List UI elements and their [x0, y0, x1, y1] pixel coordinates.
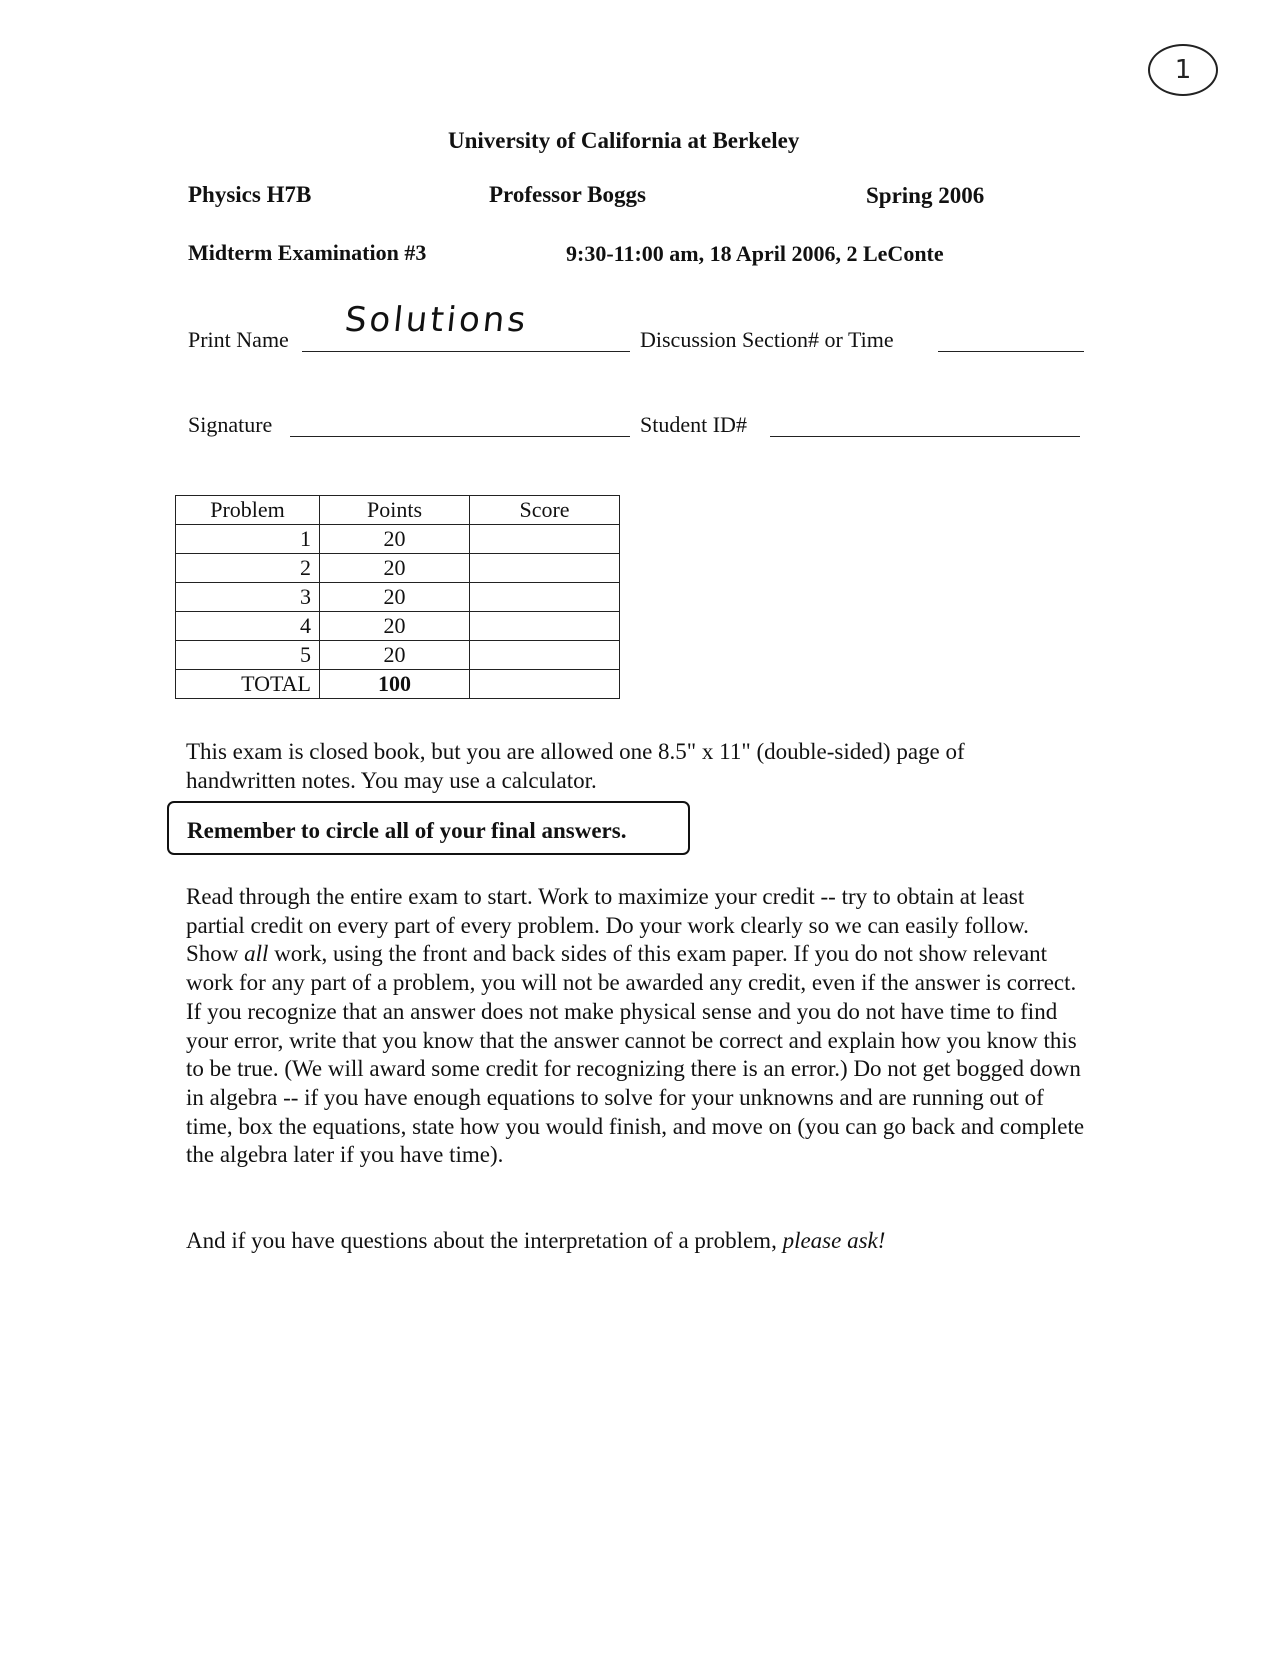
exam-title: Midterm Examination #3	[188, 240, 427, 265]
problem-number: 3	[176, 583, 320, 612]
problem-points: 20	[320, 525, 470, 554]
problem-score-cell[interactable]	[470, 641, 620, 670]
instructions-text-part2: work, using the front and back sides of this exam paper. If you do not show relevant work for any part of a problem, you will not be awarded any credit, even if the answer is correct. If you recognize that an answer does not make physical sense and you do not have time to find your error, write that you know that the answer cannot be correct and explain how you know this to be true. (We will award some credit for recognizing there is an error.) Do not get bogged down in algebra -- if you have enough equations to solve for your unknowns and are running out of time, box the equations, state how you would finish, and move on (you can go back and complete the algebra later if you have time).	[186, 941, 1085, 1168]
print-name-line[interactable]	[302, 351, 630, 352]
points-column-header: Points	[320, 496, 470, 525]
instructions-text-part1: Read through the entire exam to start. Work to maximize your credit -- try to obtain at least partial credit on every part of every problem. Do your work clearly so we can easily follow. Show	[186, 884, 1029, 967]
problem-points: 20	[320, 583, 470, 612]
discussion-line[interactable]	[938, 351, 1084, 352]
table-row	[176, 641, 620, 670]
print-name-handwritten: Solutions	[342, 300, 531, 340]
reminder-text: Remember to circle all of your final answers.	[187, 818, 627, 843]
problem-points: 20	[320, 554, 470, 583]
problem-number: 2	[176, 554, 320, 583]
total-points: 100	[320, 670, 470, 699]
closing-paragraph	[186, 1227, 1086, 1256]
total-score-cell[interactable]	[470, 670, 620, 699]
score-table-header-row	[176, 496, 620, 525]
problem-score-cell[interactable]	[470, 554, 620, 583]
table-row	[176, 554, 620, 583]
closing-text: And if you have questions about the interpretation of a problem,	[186, 1228, 783, 1253]
score-column-header: Score	[470, 496, 620, 525]
course-name: Physics H7B	[188, 182, 312, 207]
problem-score-cell[interactable]	[470, 583, 620, 612]
signature-line[interactable]	[290, 436, 630, 437]
instructions-paragraph	[186, 883, 1086, 1170]
university-title: University of California at Berkeley	[448, 128, 800, 153]
term: Spring 2006	[866, 183, 985, 208]
total-label: TOTAL	[176, 670, 320, 699]
page-number: 1	[1174, 55, 1192, 85]
student-id-line[interactable]	[770, 436, 1080, 437]
problem-number: 5	[176, 641, 320, 670]
table-row	[176, 583, 620, 612]
closing-emphasis: please ask!	[782, 1228, 886, 1253]
exam-schedule: 9:30-11:00 am, 18 April 2006, 2 LeConte	[566, 241, 944, 266]
problem-points: 20	[320, 612, 470, 641]
print-name-label: Print Name	[188, 327, 289, 352]
professor-name: Professor Boggs	[489, 182, 646, 207]
page-number-circle	[1148, 44, 1218, 96]
problem-score-cell[interactable]	[470, 525, 620, 554]
discussion-label: Discussion Section# or Time	[640, 327, 894, 352]
signature-label: Signature	[188, 412, 273, 437]
problem-column-header: Problem	[176, 496, 320, 525]
score-table	[175, 495, 620, 699]
student-id-label: Student ID#	[640, 412, 747, 437]
problem-number: 1	[176, 525, 320, 554]
problem-number: 4	[176, 612, 320, 641]
table-row	[176, 525, 620, 554]
intro-paragraph: This exam is closed book, but you are allowed one 8.5" x 11" (double-sided) page of handwritten notes. You may use a calculator.	[186, 739, 965, 793]
table-row	[176, 612, 620, 641]
problem-score-cell[interactable]	[470, 612, 620, 641]
reminder-box	[167, 801, 690, 855]
instructions-emphasis: all	[244, 941, 269, 967]
total-row	[176, 670, 620, 699]
problem-points: 20	[320, 641, 470, 670]
